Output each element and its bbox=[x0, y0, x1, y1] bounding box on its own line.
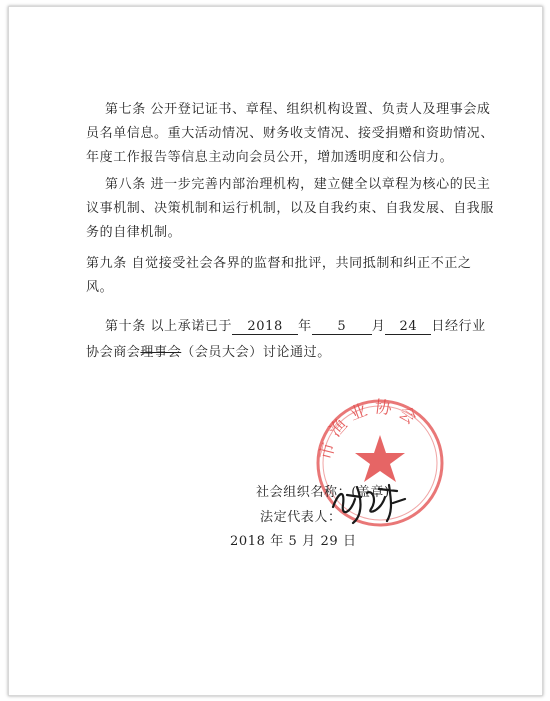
article-10-line2-start: 协会商会 bbox=[86, 345, 141, 360]
seal-text: 市渔业协会 bbox=[316, 397, 425, 462]
article-10-month: 5 bbox=[312, 319, 372, 335]
article-9 bbox=[86, 252, 500, 300]
article-10-suffix: 日经行业 bbox=[431, 319, 486, 334]
article-8 bbox=[86, 173, 500, 245]
article-7 bbox=[86, 98, 500, 170]
legal-representative-label: 法定代表人： bbox=[260, 510, 342, 525]
article-9-line-1: 第九条 自觉接受社会各界的监督和批评，共同抵制和纠正不正之 bbox=[86, 256, 472, 271]
article-10-year: 2018 bbox=[232, 319, 298, 335]
article-10-line2-end: （会员大会）讨论通过。 bbox=[181, 345, 331, 360]
article-10-line-1 bbox=[105, 315, 486, 335]
article-9-line-2: 风。 bbox=[86, 280, 114, 295]
article-10-prefix: 第十条 以上承诺已于 bbox=[105, 319, 233, 334]
seal-star-icon bbox=[355, 435, 405, 482]
document-page bbox=[8, 6, 543, 696]
article-7-line-3: 年度工作报告等信息主动向会员公开，增加透明度和公信力。 bbox=[86, 150, 454, 165]
signature-date: 2018 年 5 月 29 日 bbox=[230, 534, 357, 549]
article-8-line-3: 务的自律机制。 bbox=[86, 225, 182, 240]
article-10-day: 24 bbox=[385, 319, 431, 335]
article-8-line-1: 第八条 进一步完善内部治理机构，建立健全以章程为核心的民主 bbox=[105, 177, 491, 192]
org-name-label: 社会组织名称：(盖章) bbox=[256, 485, 390, 500]
article-7-line-1: 第七条 公开登记证书、章程、组织机构设置、负责人及理事会成 bbox=[105, 102, 491, 117]
article-8-line-2: 议事机制、决策机制和运行机制，以及自我约束、自我发展、自我服 bbox=[86, 201, 495, 216]
article-10-line-2 bbox=[86, 341, 331, 360]
article-10-year-unit: 年 bbox=[298, 319, 312, 334]
struck-text: 理事会 bbox=[140, 345, 182, 360]
article-10-month-unit: 月 bbox=[371, 319, 386, 334]
handwritten-signature bbox=[327, 477, 409, 527]
article-7-line-2: 员名单信息。重大活动情况、财务收支情况、接受捐赠和资助情况、 bbox=[86, 126, 495, 141]
